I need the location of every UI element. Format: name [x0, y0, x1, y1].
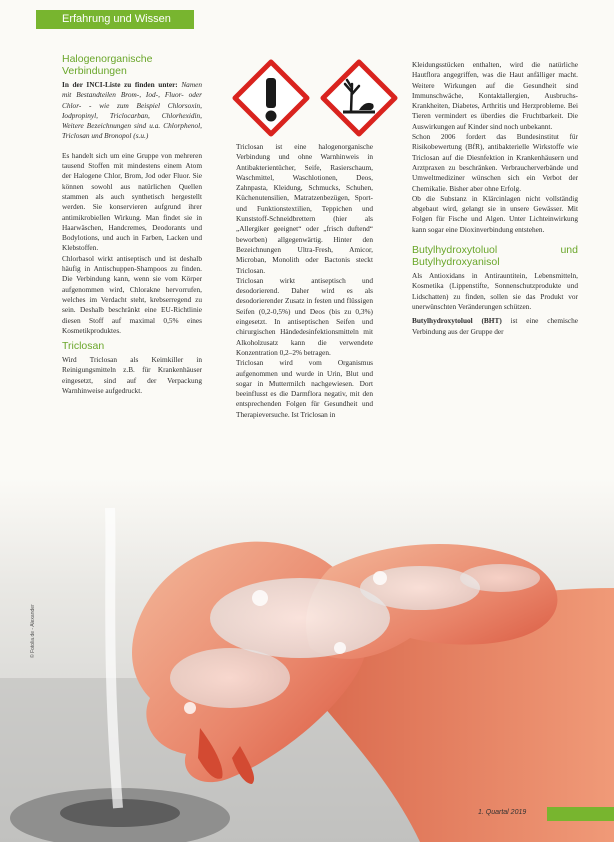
- column-3: [412, 60, 578, 337]
- heading-halogenorganische: Halogenorganische Verbindungen: [62, 53, 153, 77]
- paragraph: Schon 2006 fordert das Bundesinstitut für Risikobewertung (BfR), antibakterielle Wirkstoffe wie Triclosan auf die Diesnfektion in Krankenhäusern und Arztpraxen zu beschränken. Verbraucherverbände und Umweltmediziner wünschen sich ein Verbot der Chemikalie. Bisher aber ohne Erfolg.: [412, 132, 578, 193]
- environment-hazard-icon: [319, 58, 399, 138]
- paragraph: Triclosan wird vom Organismus aufgenommen und wurde in Urin, Blut und sogar in Muttermilch nachgewiesen. Dort beeinflusst es die Darmflora negativ, mit den entsprechenden Folgen für Gesundheit und Therapieversuche. Ist Triclosan in: [236, 358, 373, 419]
- paragraph: Wird Triclosan als Keimkiller in Reinigungsmitteln z.B. für Krankenhäuser eingesetzt, sind auf der Verpackung Warnhinweise aufgedruckt.: [62, 355, 202, 396]
- inci-italic: Namen mit Bestandteilen Brom-, Iod-, Fluor- oder Chlor- - wie zum Beispiel Chlorsoxin, Iodpropinyl, Triclocarban, Chlorhexidin, Weitere Bezeichnungen sind u.a. Chlorphenol, Triclosan und Bronopol (s.u.): [62, 80, 202, 141]
- inci-note: [62, 80, 202, 142]
- paragraph: Triclosan ist eine halogenorganische Verbindung und ohne Warnhinweis in Antibakterientücher, Seife, Rasierschaum, Waschmittel, Waschlotionen, Deos, Zahnpasta, Kleidung, Schmucks, Schuhen, Küchenutensilien, Matratzenbezügen, Sport- und Funktionstextilien, Teppichen und Kunststoff-Schneidbrettern (hier als „Allergiker geeignet“ oder „frisch duftend“ beworben) allgegenwärtig. Hinter den Bezeichnungen Ultra-Fresh, Amicor, Microban, Monolith oder Bactonis steckt Triclosan.: [236, 142, 373, 275]
- bht-bold: Butylhydroxytoluol (BHT): [412, 316, 502, 326]
- paragraph: Ob die Substanz in Klärcinlagen nicht vollständig abgebaut wird, gelangt sie in unsere Gewässer. Mit Folgen für Fische und Algen. Unter Lichteinwirkung kann sogar eine Dioxinverbindung entstehen.: [412, 193, 578, 234]
- exclamation-hazard-icon: [231, 58, 311, 138]
- section-label: Erfahrung und Wissen: [36, 10, 194, 29]
- photo-credit: © Fotolia.de - Alexander: [30, 604, 36, 658]
- paragraph: Es handelt sich um eine Gruppe von mehreren tausend Stoffen mit mindestens einem Atom der Halogene Chlor, Brom, Jod oder Fluor. Sie können sowohl aus natürlichen Quellen stammen als auch synthetisch hergestellt werden. Sie konservieren aufgrund ihrer antimikrobiellen Wirkung. Man findet sie in Haarwäschen, Handcremes, Deodorants und Bodylotions, und auch in Farben, Lacken und Klebstoffen.: [62, 150, 202, 253]
- paragraph: [412, 316, 578, 337]
- paragraph: Triclosan wirkt antiseptisch und desodorierend. Daher wird es als desodorierender Zusatz in festen und flüssigen Seifen (0,2-0,5%) und Deos (bis zu 0,3%) eingesetzt. In antiseptischen Seifen und chirurgischen Händedesinfektionsmitteln mit Alkoholzusatz kann die verwendete Konzentration 0,2–2% betragen.: [236, 275, 373, 357]
- footer-bar: [547, 807, 614, 821]
- column-1: [62, 53, 202, 396]
- paragraph: Als Antioxidans in Antirauntitein, Lebensmitteln, Kosmetika (Lippenstifte, Sonnenschutzprodukte und Lidschatten) zu finden, sollen sie das Produkt vor unerwünschten Veränderungen schützen.: [412, 271, 578, 311]
- inci-bold: In der INCI-Liste zu finden unter:: [62, 80, 178, 89]
- column-2: [236, 142, 373, 420]
- heading-butylhydroxytoluol: Butylhydroxytoluol und Butylhydroxyanisol: [412, 244, 578, 269]
- paragraph: Kleidungsstücken enthalten, wird die natürliche Hautflora angegriffen, was die Haut anfälliger macht. Weitere Wirkungen auf die Gesundheit sind Immunschwäche, Kontaktallergien, Ausbruchs-Krankheiten, Diabetes, Arthritis und Herzprobleme. Bei Tieren vermindert es überdies die Fruchtbarkeit. Die Auswirkungen auf Kinder sind noch unbekannt.: [412, 60, 578, 131]
- footer-issue-label: 1. Quartal 2019: [478, 809, 527, 816]
- bht-rest: ist eine chemische Verbindung aus der Gruppe der: [412, 316, 578, 336]
- handwashing-photo: [0, 478, 614, 842]
- heading-triclosan: Triclosan: [62, 340, 105, 353]
- paragraph: Chlorbasol wirkt antiseptisch und ist deshalb häufig in Antischuppen-Shampoos zu finden. Die Verbindung kann, wenn sie vom Körper aufgenommen wird, Chlorakne hervorrufen, welches im Verdacht steht, krebserregend zu sein. Deshalb beschränkt eine EU-Richtlinie diesen Stoff auf maximal 0,5% eines Kosmetikproduktes.: [62, 253, 202, 335]
